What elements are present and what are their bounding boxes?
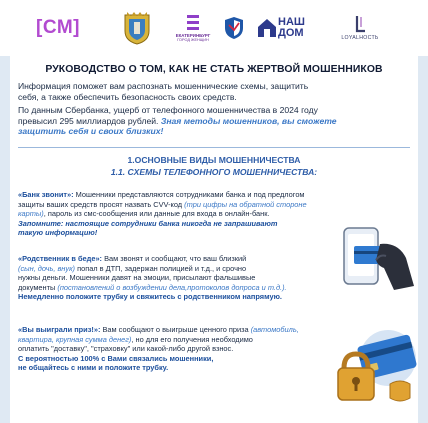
- house-icon: [256, 0, 278, 56]
- loyalnost-logo: LOYALНОСТЬ: [330, 0, 390, 56]
- ekb-coat-of-arms-icon: [120, 0, 154, 56]
- scheme-you-won-prize: «Вы выиграли приз!»: Вам сообщают о выигрыше ценного приза (автомобиль, квартира, крупная сумма денег), но для его получения необходимо оплатить "доставку", "страховку" или какой-либо другой взнос. С вероятностью 100% с Вами связались мошенники, не общайтесь с ними и положите трубку.: [18, 325, 299, 373]
- padlock-card-illustration: [330, 318, 418, 410]
- shield-icon: [222, 0, 246, 56]
- divider: [18, 147, 410, 148]
- logo-bar: [0, 0, 428, 56]
- intro-paragraph-1: Информация поможет вам распознать мошеннические схемы, защитить себя, а также обеспечить безопасность своих средств.: [18, 81, 309, 102]
- scheme-relative-in-trouble: «Родственник в беде»: Вам звонят и сообщают, что ваш близкий (сын, дочь, внук) попал в ДТП, задержан полицией и т.д., и срочно нужны деньги. Мошенники давят на эмоции, присылают фальшивые документы (постановлений о возбуждении дела,протоколов допроса и т.д.). Немедленно положите трубку и свяжитесь с родственником напрямую.: [18, 254, 287, 302]
- scheme-bank-calls: «Банк звонит»: Мошенники представляются сотрудниками банка и под предлогом защиты ваших средств просят назвать CVV-код (три цифры на обратной стороне карты), пароль из смс-сообщения или данные для входа в онлайн-банк. Запомните: настоящие сотрудники банка никогда не запрашивают такую информацию!: [18, 190, 307, 238]
- intro-paragraph-2: По данным Сбербанка, ущерб от телефонного мошенничества в 2024 году превысил 295 миллиардов рублей. Зная методы мошенников, вы сможете защитить себя и своих близких!: [18, 105, 337, 137]
- page-title: РУКОВОДСТВО О ТОМ, КАК НЕ СТАТЬ ЖЕРТВОЙ МОШЕННИКОВ: [45, 64, 383, 75]
- nash-dom-logo: НАШ ДОМ: [278, 16, 305, 39]
- loyalnost-mark-icon: [353, 15, 367, 35]
- smi-logo: [СМ]: [36, 17, 80, 38]
- section-subtitle: 1.1. СХЕМЫ ТЕЛЕФОННОГО МОШЕННИЧЕСТВА:: [110, 167, 318, 177]
- ekb-women-icon: [185, 14, 201, 32]
- ekb-women-logo: ЕКАТЕРИНБУРГ ГОРОД ЖЕНЩИН: [168, 0, 218, 56]
- phone-card-illustration: [340, 224, 418, 294]
- section-title: 1.ОСНОВНЫЕ ВИДЫ МОШЕННИЧЕСТВА: [127, 155, 301, 165]
